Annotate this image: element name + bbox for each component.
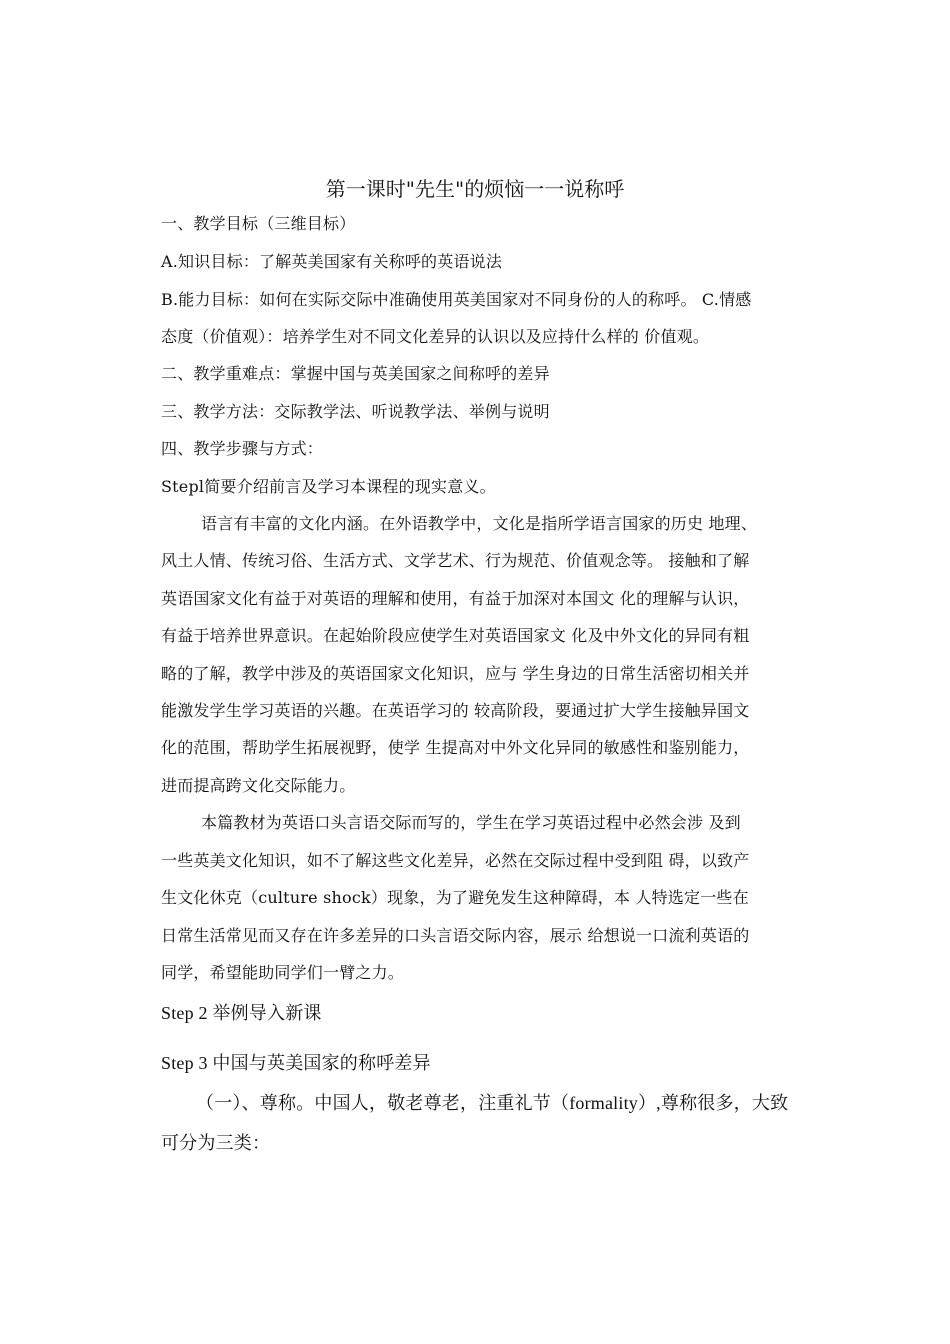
- paragraph-line: 生文化休克（culture shock）现象，为了避免发生这种障碍，本 人特选定一些在: [161, 888, 749, 907]
- step-2: Step 2 举例导入新课: [161, 1003, 322, 1023]
- paragraph-line: 风土人情、传统习俗、生活方式、文学艺术、行为规范、价值观念等。 接触和了解: [161, 551, 750, 570]
- paragraph-line: 可分为三类：: [161, 1133, 271, 1153]
- step-3: Step 3 中国与英美国家的称呼差异: [161, 1053, 431, 1073]
- paragraph-line: 化的范围，帮助学生拓展视野，使学 生提高对中外文化异同的敏感性和鉴别能力，: [161, 738, 750, 757]
- paragraph-line: 略的了解，教学中涉及的英语国家文化知识，应与 学生身边的日常生活密切相关并: [161, 664, 750, 683]
- paragraph-line: 一些英美文化知识，如不了解这些文化差异，必然在交际过程中受到阻 碍，以致产: [161, 851, 750, 870]
- paragraph-line: 语言有丰富的文化内涵。在外语教学中，文化是指所学语言国家的历史 地理、: [201, 514, 758, 533]
- paragraph-line: （一）、尊称。中国人，敬老尊老，注重礼节（formality）,尊称很多，大致: [196, 1093, 789, 1113]
- paragraph-line: 英语国家文化有益于对英语的理解和使用，有益于加深对本国文 化的理解与认识，: [161, 589, 750, 608]
- objective-ability: B.能力目标：如何在实际交际中准确使用英美国家对不同身份的人的称呼。 C.情感: [161, 290, 752, 309]
- heading-objectives: 一、教学目标（三维目标）: [161, 214, 356, 233]
- objective-attitude: 态度（价值观）：培养学生对不同文化差异的认识以及应持什么样的 价值观。: [161, 327, 710, 346]
- document-title: 第一课时"先生"的烦恼一一说称呼: [325, 177, 625, 201]
- paragraph-line: 进而提高跨文化交际能力。: [161, 776, 356, 795]
- paragraph-line: 本篇教材为英语口头言语交际而写的，学生在学习英语过程中必然会涉 及到: [201, 813, 741, 832]
- heading-key-points: 二、教学重难点：掌握中国与英美国家之间称呼的差异: [161, 364, 550, 383]
- heading-steps: 四、教学步骤与方式：: [161, 439, 324, 458]
- heading-methods: 三、教学方法：交际教学法、听说教学法、举例与说明: [161, 402, 550, 421]
- step-1: Stepl简要介绍前言及学习本课程的现实意义。: [161, 477, 496, 496]
- paragraph-line: 同学，希望能助同学们一臂之力。: [161, 963, 405, 982]
- paragraph-line: 能激发学生学习英语的兴趣。在英语学习的 较高阶段，要通过扩大学生接触异国文: [161, 701, 750, 720]
- objective-knowledge: A.知识目标：了解英美国家有关称呼的英语说法: [161, 252, 503, 271]
- paragraph-line: 有益于培养世界意识。在起始阶段应使学生对英语国家文 化及中外文化的异同有粗: [161, 626, 750, 645]
- paragraph-line: 日常生活常见而又存在许多差异的口头言语交际内容，展示 给想说一口流利英语的: [161, 926, 750, 945]
